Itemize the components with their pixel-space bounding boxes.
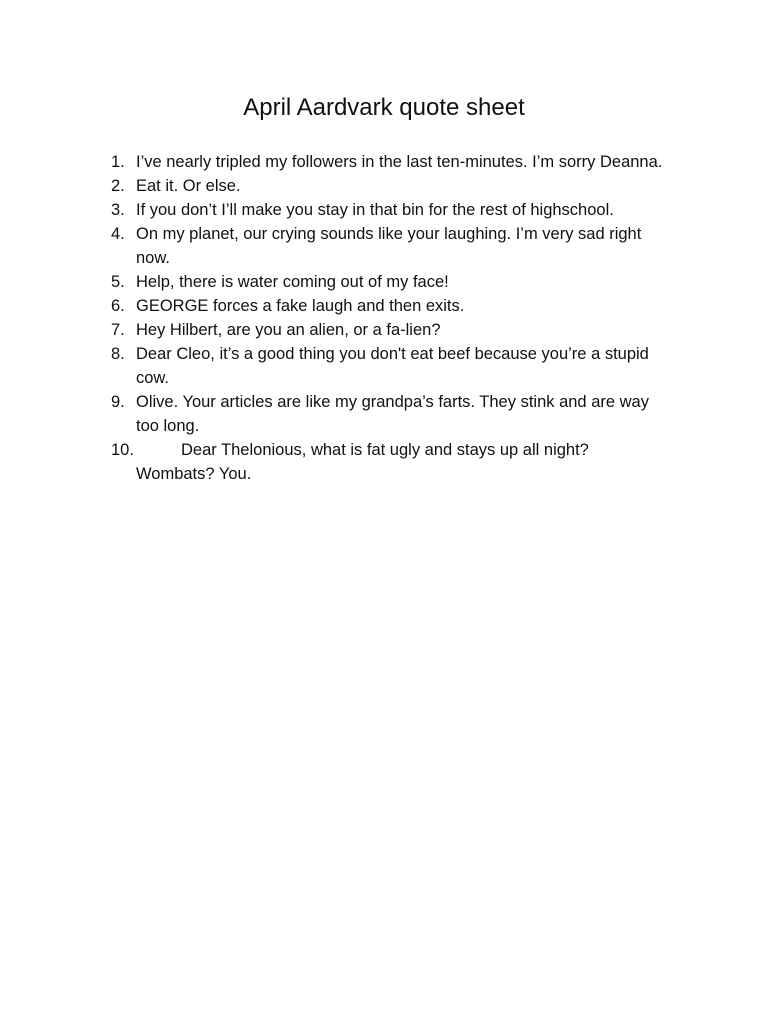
list-number: 10. xyxy=(111,441,134,459)
list-item xyxy=(111,342,671,390)
list-item xyxy=(111,390,671,438)
list-item xyxy=(111,198,671,222)
list-item xyxy=(111,438,671,486)
quote-text: I’ve nearly tripled my followers in the last ten-minutes. I’m sorry Deanna. xyxy=(136,153,663,171)
list-number: 7. xyxy=(111,321,125,339)
quote-text: On my planet, our crying sounds like your laughing. I’m very sad right now. xyxy=(136,225,642,267)
list-number: 3. xyxy=(111,201,125,219)
quote-text: GEORGE forces a fake laugh and then exits. xyxy=(136,297,465,315)
page-title: April Aardvark quote sheet xyxy=(243,94,525,121)
quote-text: Dear Thelonious, what is fat ugly and stays up all night? Wombats? You. xyxy=(136,441,589,483)
list-number: 2. xyxy=(111,177,125,195)
quote-text: Olive. Your articles are like my grandpa’s farts. They stink and are way too long. xyxy=(136,393,649,435)
list-item xyxy=(111,174,671,198)
quote-text: Help, there is water coming out of my face! xyxy=(136,273,449,291)
list-item xyxy=(111,150,671,174)
list-number: 6. xyxy=(111,297,125,315)
list-item xyxy=(111,222,671,270)
list-number: 4. xyxy=(111,225,125,243)
quote-list xyxy=(111,150,671,486)
list-number: 8. xyxy=(111,345,125,363)
quote-text: If you don’t I’ll make you stay in that bin for the rest of highschool. xyxy=(136,201,614,219)
list-number: 1. xyxy=(111,153,125,171)
quote-text: Dear Cleo, it’s a good thing you don't eat beef because you’re a stupid cow. xyxy=(136,345,649,387)
list-item xyxy=(111,294,671,318)
list-number: 5. xyxy=(111,273,125,291)
quote-text: Eat it. Or else. xyxy=(136,177,241,195)
list-number: 9. xyxy=(111,393,125,411)
quote-text: Hey Hilbert, are you an alien, or a fa-lien? xyxy=(136,321,441,339)
list-item xyxy=(111,270,671,294)
list-item xyxy=(111,318,671,342)
